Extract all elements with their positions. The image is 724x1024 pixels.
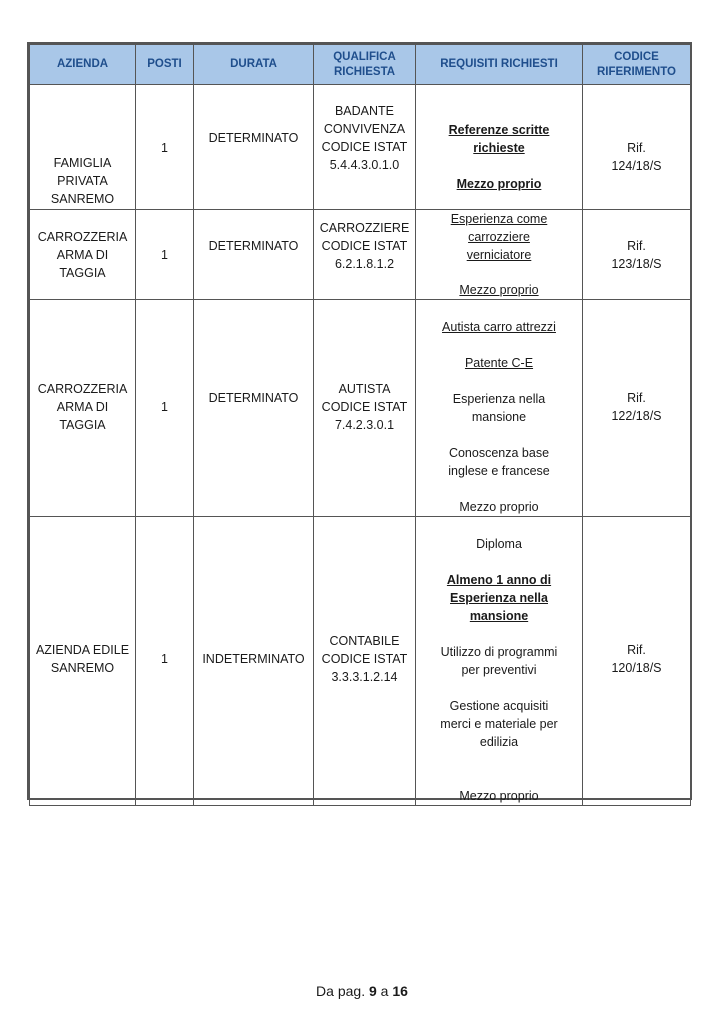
durata-cell [194,300,314,517]
azienda-cell [30,210,136,300]
qualifica-cell [314,517,416,806]
codice-line: 123/18/S [611,257,662,271]
job-listings-table [29,44,691,806]
header-codice-line2: RIFERIMENTO [596,65,676,78]
requisito-line: mansione [471,410,527,424]
codice-cell [583,300,691,517]
requisiti-cell [416,300,583,517]
qualifica-line: 5.4.4.3.0.1.0 [329,158,400,172]
header-qualifica [314,45,416,85]
table-row [30,300,691,517]
requisito-line: Diploma [476,537,522,551]
page-footer [0,983,724,999]
codice-line: Rif. [627,239,646,253]
requisito-line: Esperienza nella [452,392,546,406]
posti-cell [136,85,194,210]
qualifica-line: CODICE ISTAT [321,140,408,154]
requisito-line: Conoscenza base [448,446,550,460]
requisito-line: Referenze scritte [448,123,550,137]
header-posti: POSTI [136,45,194,85]
codice-cell [583,517,691,806]
codice-line: 124/18/S [611,159,662,173]
posti-cell [136,517,194,806]
requisito-line: Autista carro attrezzi [442,320,556,334]
posti-value: 1 [161,400,168,414]
requisito-line: per preventivi [461,663,537,677]
requisito-line: Gestione acquisiti [449,699,549,713]
qualifica-line: CODICE ISTAT [321,652,408,666]
codice-line: Rif. [627,643,646,657]
posti-value: 1 [161,248,168,262]
requisiti-cell [416,85,583,210]
posti-value: 1 [161,141,168,155]
posti-cell [136,210,194,300]
requisito-line: inglese e francese [448,464,550,478]
qualifica-line: AUTISTA [338,382,391,396]
requisiti-cell [416,210,583,300]
posti-cell [136,300,194,517]
azienda-cell [30,517,136,806]
requisito-line: Mezzo proprio [459,500,539,514]
azienda-line: SANREMO [50,661,115,675]
requisito-line: mansione [469,609,529,623]
azienda-cell [30,85,136,210]
codice-line: Rif. [627,391,646,405]
header-codice [583,45,691,85]
requisito-line: verniciatore [466,248,532,262]
qualifica-line: 3.3.3.1.2.14 [331,670,398,684]
qualifica-line: 6.2.1.8.1.2 [334,257,395,271]
requisito-line: Esperienza come [450,212,548,226]
qualifica-cell [314,210,416,300]
header-durata: DURATA [194,45,314,85]
requisito-line: richieste [473,141,525,155]
footer-middle: a [380,983,389,999]
azienda-line: SANREMO [50,192,115,206]
footer-total-pages: 16 [392,983,408,999]
footer-page-number: 9 [368,983,377,999]
qualifica-cell [314,300,416,517]
durata-cell [194,210,314,300]
table-row [30,517,691,806]
azienda-line: ARMA DI [56,248,109,262]
durata-value: DETERMINATO [208,131,299,145]
azienda-line: CARROZZERIA [37,230,128,244]
requisito-line: Mezzo proprio [459,789,539,803]
durata-value: DETERMINATO [208,391,299,405]
qualifica-line: 7.4.2.3.0.1 [334,418,395,432]
table-row [30,210,691,300]
codice-line: Rif. [627,141,646,155]
requisito-line: merci e materiale per [440,717,558,731]
header-qualifica-line1: QUALIFICA [333,50,396,63]
requisito-line: Patente C-E [464,356,534,370]
qualifica-line: BADANTE [334,104,395,118]
job-listings-frame [28,43,691,803]
header-codice-line1: CODICE [614,50,659,63]
header-qualifica-line2: RICHIESTA [333,65,396,78]
azienda-line: ARMA DI [56,400,109,414]
requisito-line: Almeno 1 anno di [446,573,552,587]
azienda-line: CARROZZERIA [37,382,128,396]
requisito-line: Utilizzo di programmi [440,645,558,659]
table-row [30,85,691,210]
azienda-line: AZIENDA EDILE [35,643,130,657]
qualifica-line: CODICE ISTAT [321,400,408,414]
codice-line: 120/18/S [611,661,662,675]
azienda-line: TAGGIA [59,266,106,280]
qualifica-line: CARROZZIERE [319,221,410,235]
durata-cell [194,85,314,210]
footer-prefix: Da pag. [316,983,366,999]
codice-cell [583,210,691,300]
requisito-line: Mezzo proprio [459,283,539,297]
codice-cell [583,85,691,210]
posti-value: 1 [161,652,168,666]
durata-value: INDETERMINATO [202,652,305,666]
durata-cell [194,517,314,806]
durata-value: DETERMINATO [208,239,299,253]
azienda-line: TAGGIA [59,418,106,432]
requisito-line: carrozziere [468,230,530,244]
requisito-line: Mezzo proprio [456,177,542,191]
requisiti-cell [416,517,583,806]
azienda-cell [30,300,136,517]
azienda-line: PRIVATA [57,174,108,188]
qualifica-cell [314,85,416,210]
codice-line: 122/18/S [611,409,662,423]
qualifica-line: CONVIVENZA [323,122,406,136]
azienda-line: FAMIGLIA [53,156,112,170]
header-azienda: AZIENDA [30,45,136,85]
qualifica-line: CONTABILE [329,634,400,648]
header-requisiti: REQUISITI RICHIESTI [416,45,583,85]
requisito-line: Esperienza nella [450,591,548,605]
requisito-line: edilizia [479,735,519,749]
table-header-row [30,45,691,85]
qualifica-line: CODICE ISTAT [321,239,408,253]
